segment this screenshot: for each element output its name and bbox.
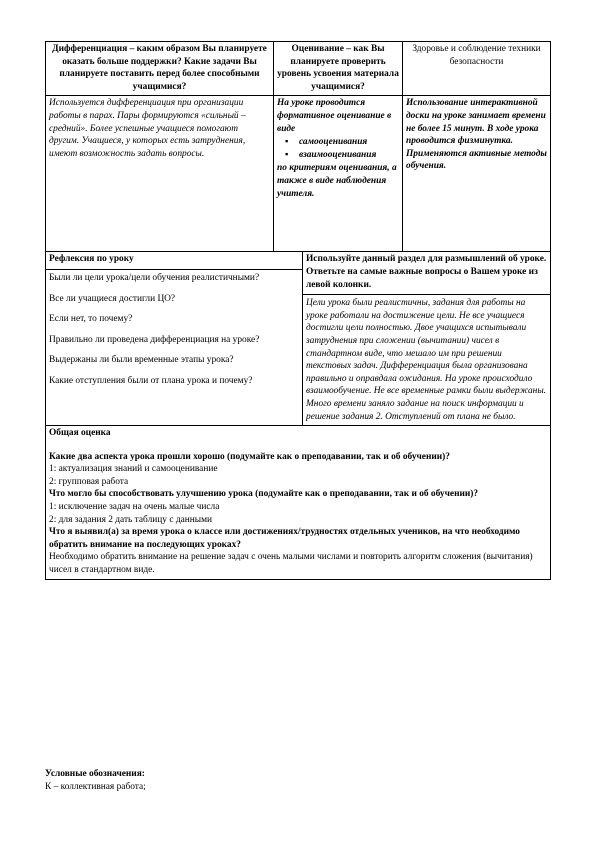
assessment-cell xyxy=(274,96,403,252)
list-item: ▪ взаимооценивания xyxy=(299,149,399,162)
summary-answer: 1: исключение задач на очень малые числа xyxy=(49,502,220,513)
header-assessment: Оценивание – как Вы планируете проверить уровень усвоения материала учащимися? xyxy=(274,42,403,96)
legend-item xyxy=(45,781,550,794)
reflection-answer: Цели урока были реалистичны, задания для работы на уроке работали на достижение цели. Не все учащиеся достигли цели полностью. Двое учащихся испытывали затруднения при сложении (вычитании) чисел в стандартном виде, что мешало им при решении текстовых задач. Дифференциация была организована правильно и оправдала ожидания. На уроке происходило взаимообучение. Не все временные рамки были выдержаны. Много времени заняло задание на поиск информации и решение задания 2. Отступлений от плана не было. xyxy=(306,298,547,422)
summary-row xyxy=(46,426,551,580)
health-cell: Использование интерактивной доски на уроке занимает времени не более 15 минут. В ходе урока проводится физминутка. Применяются активные методы обучения. xyxy=(403,96,551,252)
list-item: ▪ самооценивания xyxy=(299,136,399,149)
assessment-list xyxy=(277,136,399,161)
reflection-title: Рефлексия по уроку xyxy=(46,252,302,270)
assessment-intro: На уроке проводится формативное оценивание в виде xyxy=(277,98,392,134)
header-health: Здоровье и соблюдение техники безопасности xyxy=(403,42,551,96)
legend-title: Условные обозначения: xyxy=(45,769,145,779)
differentiation-cell: Используется дифференциация при организации работы в парах. Пары формируются «сильный – средний». Более успешные учащиеся помогают другим. Учащиеся, у которых есть затруднения, имеют возможность задать вопросы. xyxy=(46,96,274,252)
summary-question: Какие два аспекта урока прошли хорошо (подумайте как о преподавании, так и об обучении)? xyxy=(49,451,450,462)
reflection-question: Если нет, то почему? xyxy=(49,314,133,325)
summary-question: Что могло бы способствовать улучшению урока (подумайте как о преподавании, так и об обучении)? xyxy=(49,489,479,500)
reflection-instruction: Используйте данный раздел для размышлений об уроке. Ответьте на самые важные вопросы о Вашем уроке из левой колонки. xyxy=(303,252,550,295)
reflection-answer-cell xyxy=(303,252,551,426)
summary-title: Общая оценка xyxy=(49,428,111,439)
summary-answer: 2: групповая работа xyxy=(49,476,129,487)
summary-answer: 1: актуализация знаний и самооценивание xyxy=(49,464,218,475)
reflection-question: Все ли учащиеся достигли ЦО? xyxy=(49,293,176,304)
reflection-question: Какие отступления были от плана урока и почему? xyxy=(49,375,253,386)
summary-answer: 2: для задания 2 дать таблицу с данными xyxy=(49,514,213,525)
summary-answer: Необходимо обратить внимание на решение задач с очень малыми числами и повторить алгоритм сложения (вычитания) чисел в стандартном виде. xyxy=(49,552,533,576)
reflection-question: Правильно ли проведена дифференциация на уроке? xyxy=(49,334,260,345)
reflection-questions-cell xyxy=(46,252,303,426)
legend xyxy=(45,768,550,793)
reflection-question: Были ли цели урока/цели обучения реалистичными? xyxy=(49,272,260,283)
reflection-question: Выдержаны ли были временные этапы урока? xyxy=(49,355,234,366)
table-content-row xyxy=(46,96,551,252)
reflection-row xyxy=(46,252,551,426)
lesson-plan-table xyxy=(45,41,551,580)
summary-cell xyxy=(46,426,551,580)
table-header-row xyxy=(46,42,551,96)
summary-question: Что я выявил(а) за время урока о классе или достижениях/трудностях отдельных учеников, на что необходимо обратить внимание на последующих уроках? xyxy=(49,527,520,550)
header-differentiation: Дифференциация – каким образом Вы планируете оказать больше поддержки? Какие задачи Вы планируете поставить перед более способными учащимися? xyxy=(46,42,274,96)
legend-item-text: К – коллективная работа; xyxy=(45,781,146,792)
assessment-outro: по критериям оценивания, а также в виде наблюдения учителя. xyxy=(277,163,397,199)
